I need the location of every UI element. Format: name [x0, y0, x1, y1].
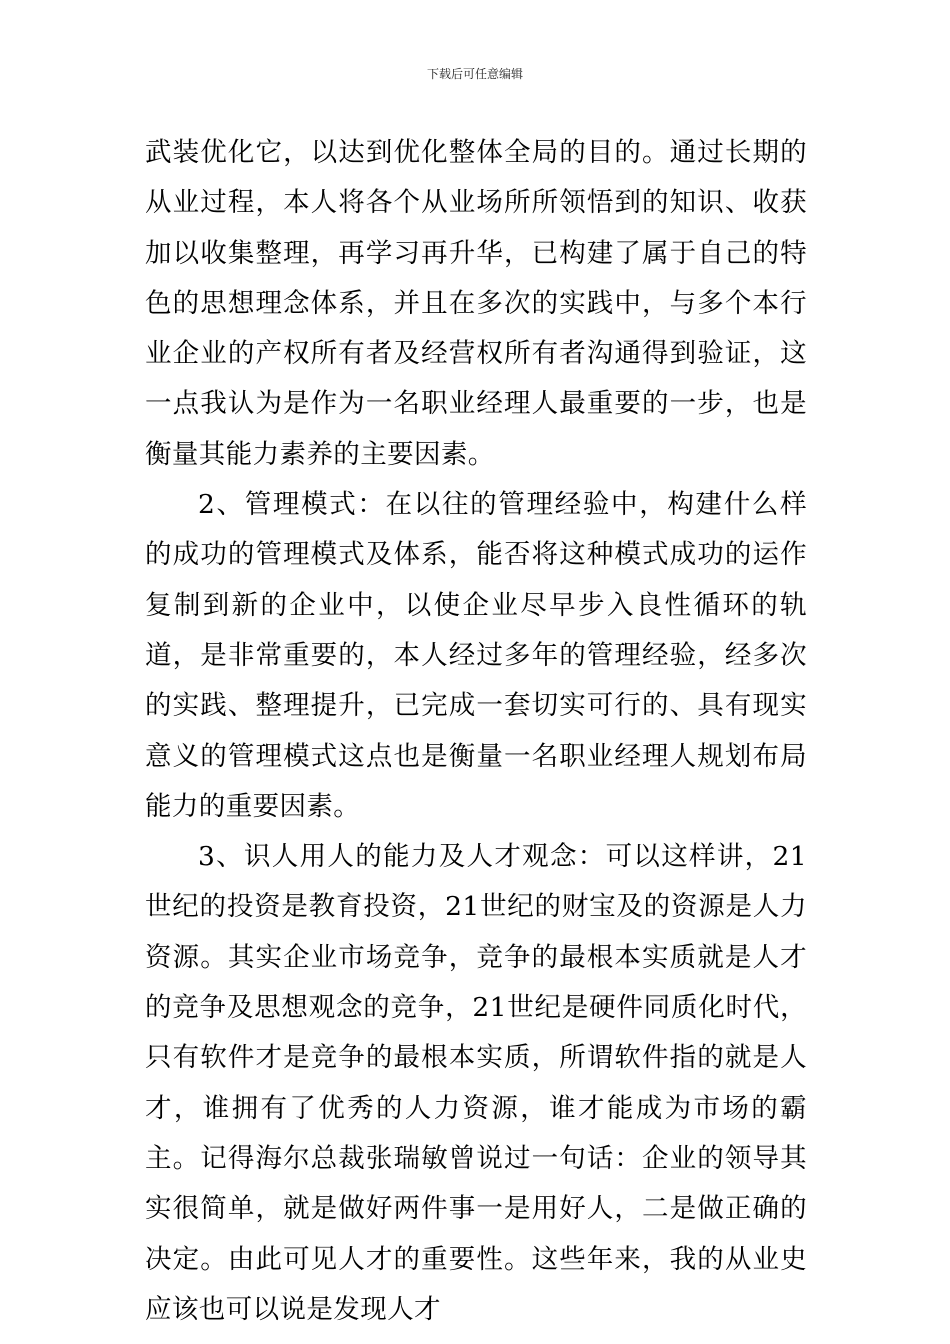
paragraph-continuation: 武装优化它，以达到优化整体全局的目的。通过长期的从业过程，本人将各个从业场所所领悟到的知识、收获加以收集整理，再学习再升华，已构建了属于自己的特色的思想理念体系，并且在多次的实践中，与多个本行业企业的产权所有者及经营权所有者沟通得到验证，这一点我认为是作为一名职业经理人最重要的一步，也是衡量其能力素养的主要因素。 — [145, 137, 807, 470]
page-header: 下载后可任意编辑 — [426, 67, 523, 81]
document-body — [145, 128, 807, 1335]
paragraph-management-model: 2、管理模式：在以往的管理经验中，构建什么样的成功的管理模式及体系，能否将这种模式成功的运作复制到新的企业中，以使企业尽早步入良性循环的轨道，是非常重要的，本人经过多年的管理经验，经多次的实践、整理提升，已完成一套切实可行的、具有现实意义的管理模式这点也是衡量一名职业经理人规划布局能力的重要因素。 — [145, 489, 807, 822]
paragraph-talent-concept: 3、识人用人的能力及人才观念：可以这样讲，21世纪的投资是教育投资，21世纪的财宝及的资源是人力资源。其实企业市场竞争，竞争的最根本实质就是人才的竞争及思想观念的竞争，21世纪是硬件同质化时代，只有软件才是竞争的最根本实质，所谓软件指的就是人才，谁拥有了优秀的人力资源，谁才能成为市场的霸主。记得海尔总裁张瑞敏曾说过一句话：企业的领导其实很简单，就是做好两件事一是用好人，二是做正确的决定。由此可见人才的重要性。这些年来，我的从业史应该也可以说是发现人才 — [145, 841, 807, 1325]
